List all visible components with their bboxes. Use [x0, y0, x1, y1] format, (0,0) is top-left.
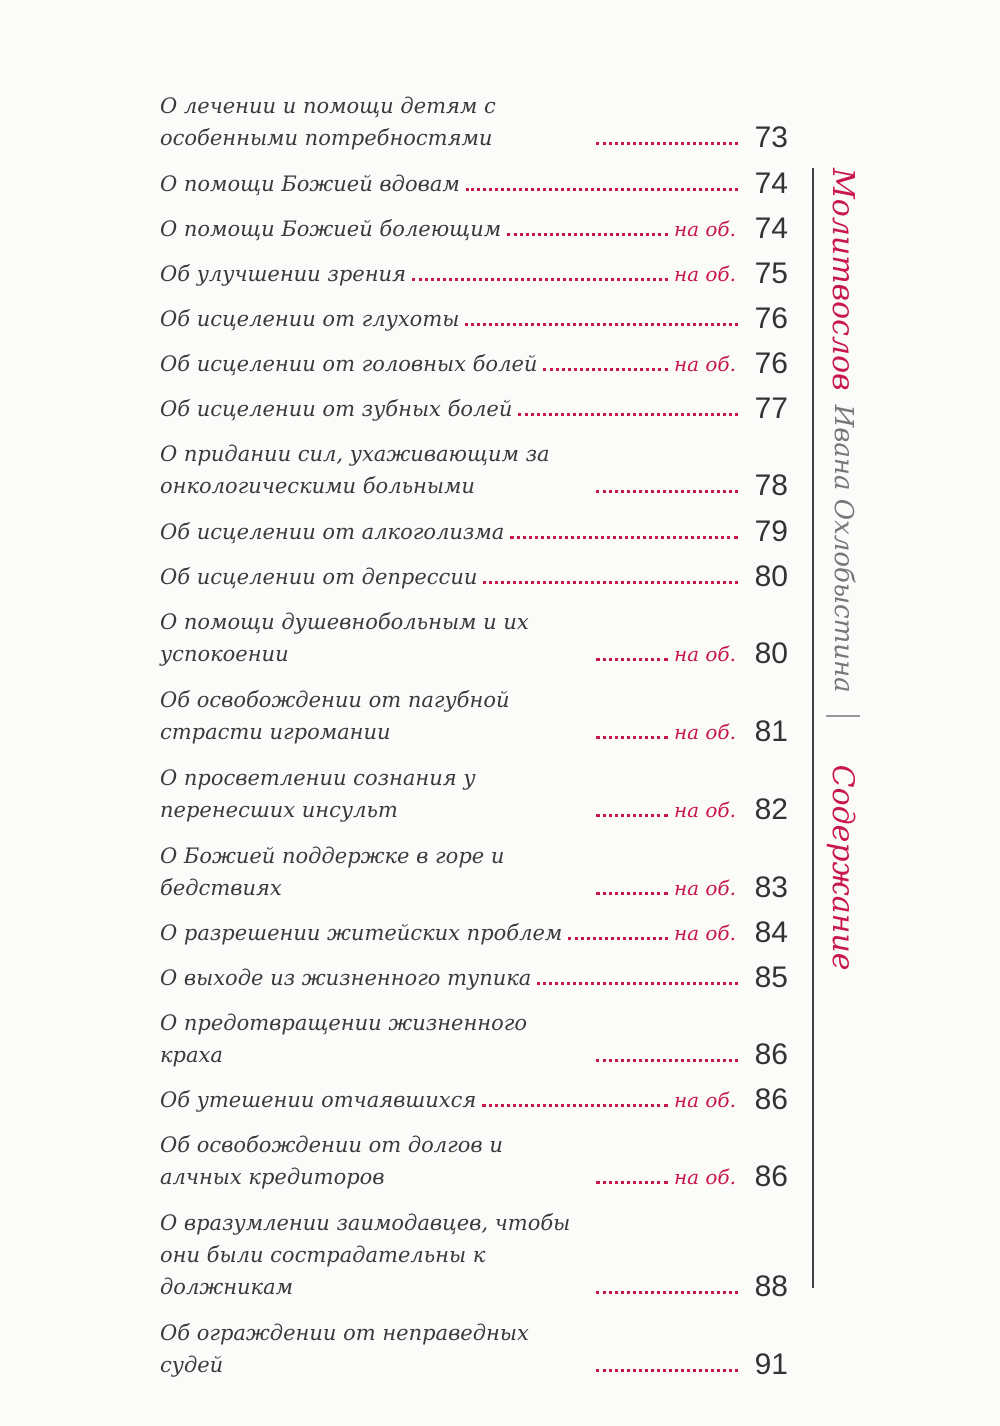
entry-page-number: 85: [754, 961, 788, 994]
dot-leader: [510, 536, 738, 539]
dot-leader: [537, 982, 738, 985]
toc-entry[interactable]: [160, 1129, 788, 1193]
header-separator: [826, 715, 860, 717]
entry-page-number: 86: [754, 1083, 788, 1116]
entry-title: О Божией поддержке в горе и бедствиях: [160, 844, 505, 900]
entry-page-number: 76: [754, 302, 788, 335]
entry-note: на об.: [673, 720, 736, 744]
toc-entry[interactable]: [160, 213, 788, 245]
entry-title: Об освобождении от долгов и алчных кредиторов: [160, 1133, 503, 1189]
entry-page-number: 80: [754, 637, 788, 670]
entry-note: на об.: [673, 1165, 736, 1189]
entry-page-number: 86: [754, 1160, 788, 1193]
dot-leader: [482, 1104, 668, 1107]
entry-note: на об.: [673, 921, 736, 945]
running-header: [808, 168, 878, 1288]
dot-leader: [568, 937, 668, 940]
toc-entry[interactable]: [160, 917, 788, 949]
toc-entry[interactable]: [160, 393, 788, 425]
entry-page-number: 88: [754, 1270, 788, 1303]
entry-page-number: 75: [754, 257, 788, 290]
entry-note: на об.: [673, 352, 736, 376]
toc-entry[interactable]: [160, 962, 788, 994]
dot-leader: [596, 1369, 738, 1372]
toc-entry[interactable]: [160, 1007, 788, 1071]
book-title: Молитвослов: [825, 168, 861, 391]
dot-leader: [518, 413, 738, 416]
toc-entry[interactable]: [160, 684, 788, 748]
entry-title: О просветлении сознания у перенесших инсульт: [160, 766, 476, 822]
toc-entry[interactable]: [160, 258, 788, 290]
dot-leader: [596, 658, 668, 661]
entry-title: О разрешении житейских проблем: [160, 921, 563, 945]
dot-leader: [596, 490, 738, 493]
entry-title: Об ограждении от неправедных судей: [160, 1321, 529, 1377]
entry-page-number: 80: [754, 560, 788, 593]
toc-entry[interactable]: [160, 303, 788, 335]
dot-leader: [596, 1181, 668, 1184]
entry-note: на об.: [673, 217, 736, 241]
entry-note: на об.: [673, 642, 736, 666]
entry-title: О помощи Божией болеющим: [160, 217, 502, 241]
entry-title: Об исцелении от глухоты: [160, 307, 460, 331]
dot-leader: [596, 1291, 738, 1294]
entry-page-number: 84: [754, 916, 788, 949]
entry-title: О предотвращении жизненного краха: [160, 1011, 528, 1067]
toc-entry[interactable]: [160, 438, 788, 502]
table-of-contents: [160, 90, 788, 1394]
dot-leader: [596, 814, 668, 817]
entry-note: на об.: [673, 262, 736, 286]
entry-page-number: 83: [754, 871, 788, 904]
dot-leader: [543, 368, 668, 371]
entry-title: О помощи душевнобольным и их успокоении: [160, 610, 529, 666]
entry-page-number: 74: [754, 212, 788, 245]
toc-entry[interactable]: [160, 168, 788, 200]
section-name: Содержание: [825, 764, 861, 971]
dot-leader: [596, 1059, 738, 1062]
toc-entry[interactable]: [160, 840, 788, 904]
entry-title: Об утешении отчаявшихся: [160, 1088, 477, 1112]
toc-entry[interactable]: [160, 1207, 788, 1303]
entry-page-number: 76: [754, 347, 788, 380]
entry-title: Об исцелении от депрессии: [160, 565, 478, 589]
toc-entry[interactable]: [160, 606, 788, 670]
entry-page-number: 82: [754, 793, 788, 826]
dot-leader: [412, 278, 668, 281]
entry-note: на об.: [673, 876, 736, 900]
entry-title: Об исцелении от головных болей: [160, 352, 538, 376]
entry-note: на об.: [673, 1088, 736, 1112]
dot-leader: [466, 188, 738, 191]
toc-entry[interactable]: [160, 1317, 788, 1381]
entry-page-number: 91: [754, 1348, 788, 1381]
dot-leader: [483, 581, 738, 584]
dot-leader: [465, 323, 738, 326]
entry-page-number: 74: [754, 167, 788, 200]
entry-page-number: 79: [754, 515, 788, 548]
toc-entry[interactable]: [160, 762, 788, 826]
book-author: Ивана Охлобыстина: [828, 404, 858, 693]
dot-leader: [596, 736, 668, 739]
entry-title: О помощи Божией вдовам: [160, 172, 460, 196]
toc-entry[interactable]: [160, 516, 788, 548]
entry-page-number: 73: [754, 121, 788, 154]
toc-entry[interactable]: [160, 90, 788, 154]
entry-note: на об.: [673, 798, 736, 822]
entry-page-number: 86: [754, 1038, 788, 1071]
toc-entry[interactable]: [160, 1084, 788, 1116]
dot-leader: [507, 233, 668, 236]
entry-title: Об улучшении зрения: [160, 262, 406, 286]
entry-title: Об исцелении от зубных болей: [160, 397, 513, 421]
entry-title: Об исцелении от алкоголизма: [160, 520, 505, 544]
entry-title: О лечении и помощи детям с особенными потребностями: [160, 94, 496, 150]
entry-page-number: 77: [754, 392, 788, 425]
toc-entry[interactable]: [160, 348, 788, 380]
entry-title: О придании сил, ухаживающим за онкологическими больными: [160, 442, 550, 498]
entry-title: О вразумлении заимодавцев, чтобы они были сострадательны к должникам: [160, 1211, 571, 1299]
toc-entry[interactable]: [160, 561, 788, 593]
entry-title: Об освобождении от пагубной страсти игромании: [160, 688, 510, 744]
running-header-text: [808, 168, 878, 1288]
entry-title: О выходе из жизненного тупика: [160, 966, 532, 990]
dot-leader: [596, 892, 668, 895]
dot-leader: [596, 142, 738, 145]
entry-page-number: 78: [754, 469, 788, 502]
entry-page-number: 81: [754, 715, 788, 748]
